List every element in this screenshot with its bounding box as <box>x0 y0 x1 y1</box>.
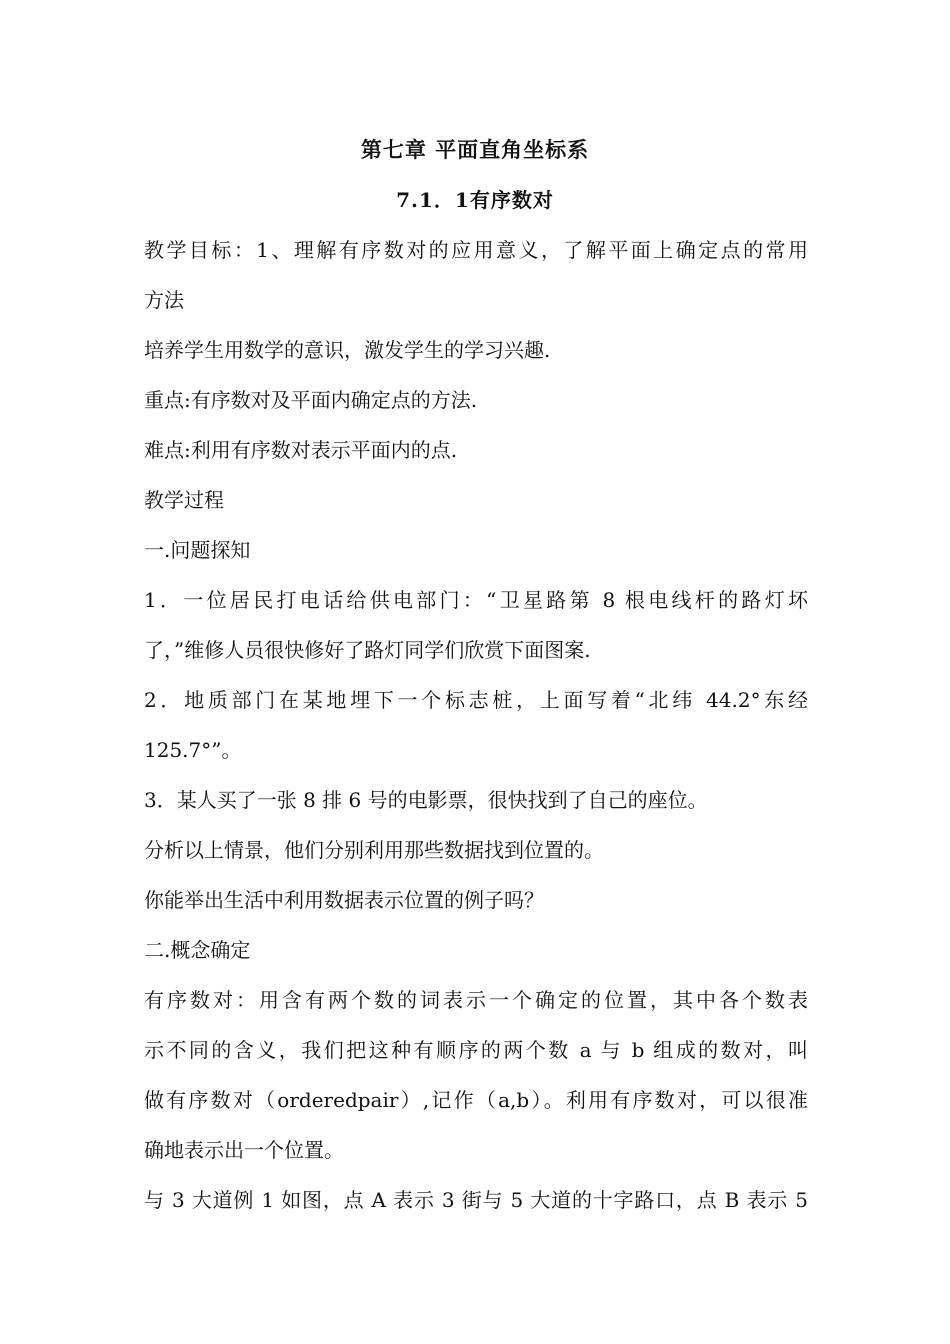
paragraph-line: 重点:有序数对及平面内确定点的方法. <box>144 388 478 412</box>
paragraph-line: 1．一位居民打电话给供电部门：“卫星路第 8 根电线杆的路灯坏 <box>144 588 808 612</box>
paragraph-line: 教学目标：1、理解有序数对的应用意义，了解平面上确定点的常用 <box>144 238 808 262</box>
paragraph-line: 方法 <box>144 288 184 312</box>
paragraph-line: 了，”维修人员很快修好了路灯同学们欣赏下面图案. <box>144 638 591 662</box>
paragraph-line: 培养学生用数学的意识，激发学生的学习兴趣. <box>144 338 551 362</box>
paragraph-line: 2．地质部门在某地埋下一个标志桩，上面写着“北纬 44.2°东经 <box>144 688 808 712</box>
paragraph-line: 做有序数对（orderedpair）,记作（a,b）。利用有序数对，可以很准 <box>144 1088 808 1112</box>
paragraph-line: 难点:利用有序数对表示平面内的点. <box>144 438 458 462</box>
paragraph-line: 分析以上情景，他们分别利用那些数据找到位置的。 <box>144 838 604 862</box>
paragraph-line: 125.7°”。 <box>144 738 242 762</box>
paragraph-line: 确地表示出一个位置。 <box>144 1138 344 1162</box>
paragraph-line: 一.问题探知 <box>144 538 251 562</box>
paragraph-line: 3．某人买了一张 8 排 6 号的电影票，很快找到了自己的座位。 <box>144 788 708 812</box>
paragraph-line: 教学过程 <box>144 488 224 512</box>
paragraph-line: 示不同的含义，我们把这种有顺序的两个数 a 与 b 组成的数对，叫 <box>144 1038 808 1062</box>
chapter-title: 第七章 平面直角坐标系 <box>360 137 590 162</box>
paragraph-line: 与 3 大道例 1 如图，点 A 表示 3 街与 5 大道的十字路口，点 B 表示 5 <box>144 1188 808 1212</box>
paragraph-line: 有序数对：用含有两个数的词表示一个确定的位置，其中各个数表 <box>144 988 808 1012</box>
section-title: 7.1．1有序数对 <box>396 188 554 212</box>
paragraph-line: 你能举出生活中利用数据表示位置的例子吗？ <box>144 888 544 912</box>
paragraph-line: 二.概念确定 <box>144 938 251 962</box>
